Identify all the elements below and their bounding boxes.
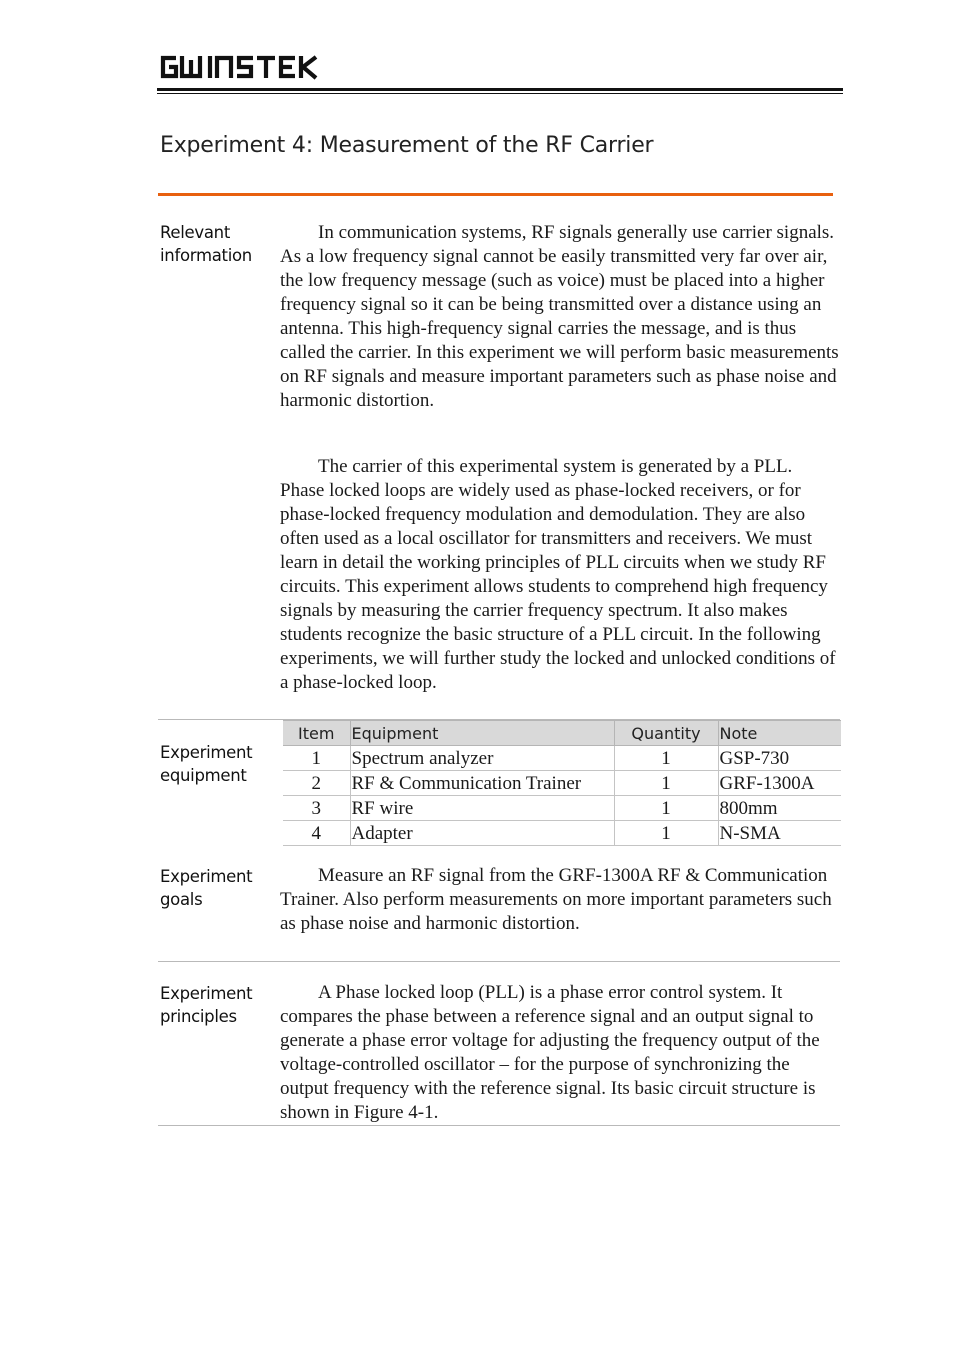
paragraph-text: The carrier of this experimental system is generated by a PLL. Phase locked loops are widely used as phase-locked receivers, or for phase-locked frequency modulation and demodulation. They are also often used as a local oscillator for transmitters and receivers. We must learn in detail the working principles of PLL circuits when we study RF circuits. This experiment allows students to comprehend high frequency signals by measuring the carrier frequency spectrum. It also makes students recognize the basic structure of a PLL circuit. In the following experiments, we will further study the locked and unlocked conditions of a phase-locked loop. [280, 456, 836, 693]
cell-note: N-SMA [718, 821, 841, 846]
cell-quantity: 1 [614, 771, 718, 796]
label-line: Experiment [160, 984, 253, 1003]
section-divider [158, 1125, 840, 1126]
cell-equipment: RF & Communication Trainer [350, 771, 614, 796]
col-header-note: Note [718, 721, 841, 746]
gwinstek-logo [158, 52, 320, 82]
cell-note: GRF-1300A [718, 771, 841, 796]
table-row [283, 821, 841, 846]
header-rule-thin [157, 93, 843, 94]
title-underline [158, 193, 833, 196]
experiment-principles-label [160, 982, 252, 1028]
goals-paragraph [280, 864, 840, 936]
label-line: equipment [160, 766, 247, 785]
label-line: goals [160, 890, 203, 909]
cell-equipment: Spectrum analyzer [350, 746, 614, 771]
equipment-table [283, 720, 841, 846]
principles-paragraph [280, 981, 840, 1125]
header-rule [157, 88, 843, 91]
col-header-item: Item [283, 721, 350, 746]
table-header-row [283, 721, 841, 746]
paragraph-text: In communication systems, RF signals generally use carrier signals. As a low frequency signal cannot be easily transmitted very far over air, the low frequency message (such as voice) must be placed into a higher frequency signal so it can be being transmitted over a distance using an antenna. This high-frequency signal carries the message, and is thus called the carrier. In this experiment we will perform basic measurements on RF signals and measure important parameters such as phase noise and harmonic distortion. [280, 222, 839, 411]
cell-note: 800mm [718, 796, 841, 821]
cell-quantity: 1 [614, 796, 718, 821]
cell-equipment: Adapter [350, 821, 614, 846]
cell-item: 2 [283, 771, 350, 796]
label-line: Experiment [160, 867, 253, 886]
col-header-quantity: Quantity [614, 721, 718, 746]
cell-quantity: 1 [614, 746, 718, 771]
gwinstek-logo-mark [158, 52, 320, 82]
paragraph-text: Measure an RF signal from the GRF-1300A RF & Communication Trainer. Also perform measurements on more important parameters such as phase noise and harmonic distortion. [280, 865, 832, 934]
table-row [283, 771, 841, 796]
cell-equipment: RF wire [350, 796, 614, 821]
relevant-paragraph-2 [280, 455, 840, 695]
cell-item: 3 [283, 796, 350, 821]
table-row [283, 796, 841, 821]
section-divider [158, 961, 840, 962]
cell-item: 4 [283, 821, 350, 846]
table-row [283, 746, 841, 771]
cell-quantity: 1 [614, 821, 718, 846]
experiment-goals-label [160, 865, 252, 911]
label-line: principles [160, 1007, 237, 1026]
relevant-information-label [160, 221, 252, 267]
cell-note: GSP-730 [718, 746, 841, 771]
experiment-equipment-label [160, 741, 252, 787]
col-header-equipment: Equipment [350, 721, 614, 746]
paragraph-text: A Phase locked loop (PLL) is a phase error control system. It compares the phase between a reference signal and an output signal to generate a phase error voltage for adjusting the frequency output of the voltage-controlled oscillator – for the purpose of synchronizing the output frequency with the reference signal. Its basic circuit structure is shown in Figure 4-1. [280, 982, 820, 1123]
relevant-paragraph-1 [280, 221, 840, 413]
page-title: Experiment 4: Measurement of the RF Carrier [160, 133, 654, 158]
cell-item: 1 [283, 746, 350, 771]
label-line: Relevant [160, 223, 231, 242]
label-line: information [160, 246, 252, 265]
label-line: Experiment [160, 743, 253, 762]
